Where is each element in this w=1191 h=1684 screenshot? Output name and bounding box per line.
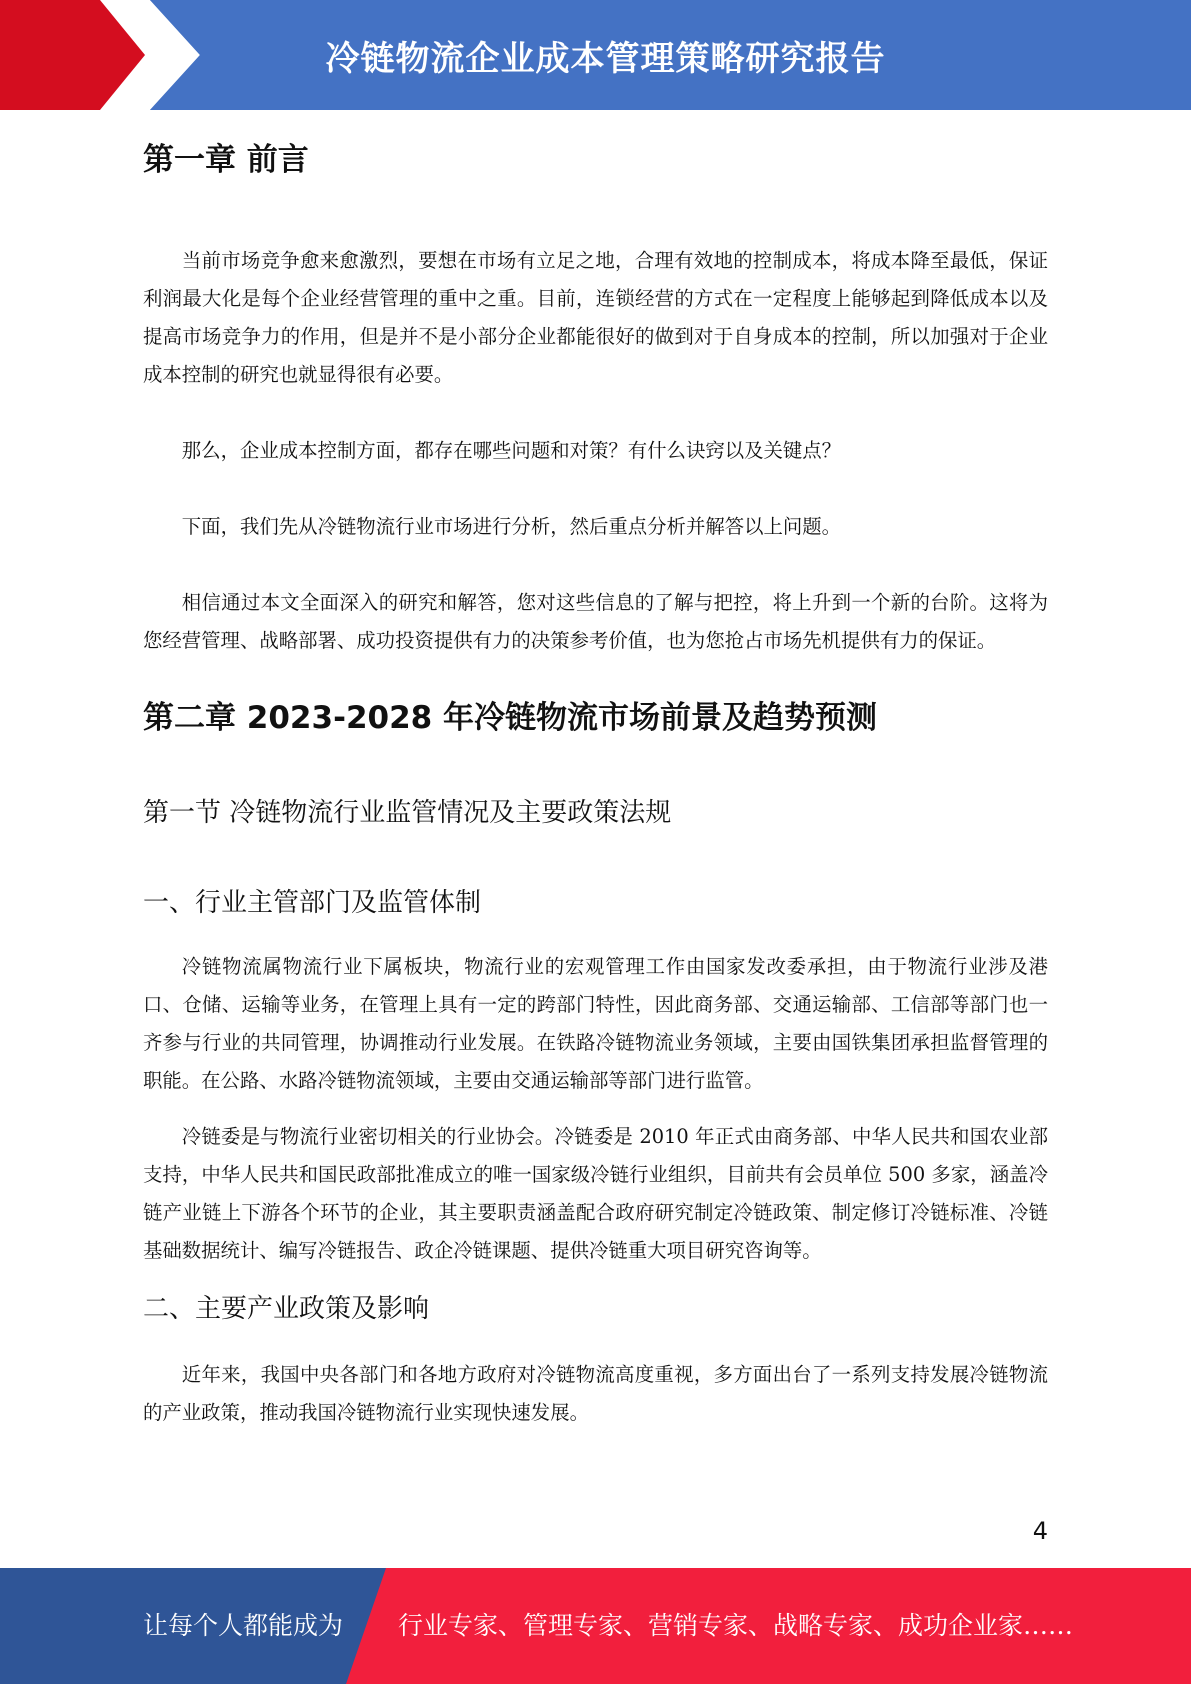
- footer-slogan-left: 让每个人都能成为: [143, 1611, 344, 1640]
- subsection-1-paragraph-1: 冷链物流属物流行业下属板块，物流行业的宏观管理工作由国家发改委承担，由于物流行业涉及港口、仓储、运输等业务，在管理上具有一定的跨部门特性，因此商务部、交通运输部、工信部等部门也一齐参与行业的共同管理，协调推动行业发展。在铁路冷链物流业务领域，主要由国铁集团承担监督管理的职能。在公路、水路冷链物流领域，主要由交通运输部等部门进行监管。: [143, 955, 1048, 1092]
- page-footer: [0, 1568, 1191, 1684]
- subsection-2-paragraph-1: 近年来，我国中央各部门和各地方政府对冷链物流高度重视，多方面出台了一系列支持发展冷链物流的产业政策，推动我国冷链物流行业实现快速发展。: [143, 1363, 1048, 1424]
- chapter-1-paragraph-4: 相信通过本文全面深入的研究和解答，您对这些信息的了解与把控，将上升到一个新的台阶。这将为您经营管理、战略部署、成功投资提供有力的决策参考价值，也为您抢占市场先机提供有力的保证。: [143, 591, 1048, 652]
- header-title: 冷链物流企业成本管理策略研究报告: [325, 38, 886, 79]
- document-body: [143, 130, 1048, 1432]
- subsection-2-title: 二、主要产业政策及影响: [143, 1294, 430, 1324]
- page-header: [0, 0, 1191, 110]
- chapter-2-title: 第二章 2023-2028 年冷链物流市场前景及趋势预测: [143, 700, 878, 736]
- section-1-title: 第一节 冷链物流行业监管情况及主要政策法规: [143, 798, 672, 828]
- chapter-1-paragraph-2: 那么，企业成本控制方面，都存在哪些问题和对策？有什么诀窍以及关键点？: [181, 439, 842, 462]
- chapter-1-paragraph-3: 下面，我们先从冷链物流行业市场进行分析，然后重点分析并解答以上问题。: [181, 515, 842, 538]
- footer-slogan-right: 行业专家、管理专家、营销专家、战略专家、成功企业家……: [398, 1611, 1074, 1640]
- chapter-1-paragraph-1: 当前市场竞争愈来愈激烈，要想在市场有立足之地，合理有效地的控制成本，将成本降至最低，保证利润最大化是每个企业经营管理的重中之重。目前，连锁经营的方式在一定程度上能够起到降低成本以及提高市场竞争力的作用，但是并不是小部分企业都能很好的做到对于自身成本的控制，所以加强对于企业成本控制的研究也就显得很有必要。: [143, 249, 1048, 386]
- chapter-1-title: 第一章 前言: [143, 142, 309, 178]
- page-number: 4: [1032, 1517, 1048, 1545]
- subsection-1-paragraph-2: 冷链委是与物流行业密切相关的行业协会。冷链委是 2010 年正式由商务部、中华人民共和国农业部支持，中华人民共和国民政部批准成立的唯一国家级冷链行业组织，目前共有会员单位 500 多家，涵盖冷链产业链上下游各个环节的企业，其主要职责涵盖配合政府研究制定冷链政策、制定修订冷链标准、冷链基础数据统计、编写冷链报告、政企冷链课题、提供冷链重大项目研究咨询等。: [143, 1125, 1048, 1262]
- subsection-1-title: 一、行业主管部门及监管体制: [143, 888, 482, 918]
